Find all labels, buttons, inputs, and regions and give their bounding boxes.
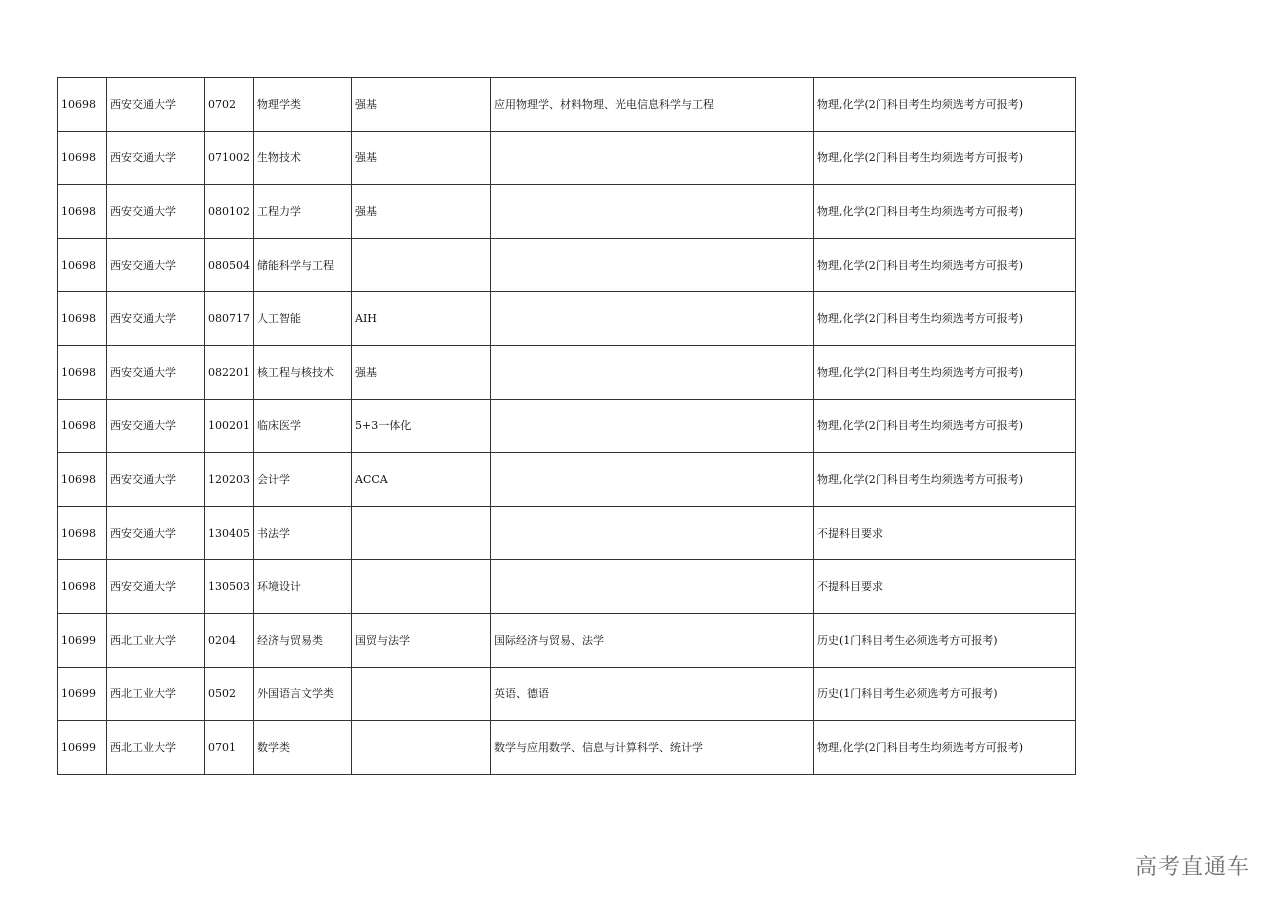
table-row: [58, 78, 1076, 132]
major-note-cell: 强基: [352, 185, 491, 239]
table-row: [58, 185, 1076, 239]
school-code-cell: 10699: [58, 667, 107, 721]
subject-requirement-cell: 物理,化学(2门科目考生均须选考方可报考): [814, 78, 1076, 132]
school-name-cell: 西安交通大学: [107, 131, 205, 185]
included-majors-cell: [491, 560, 814, 614]
school-name-cell: 西安交通大学: [107, 345, 205, 399]
subject-requirement-cell: 物理,化学(2门科目考生均须选考方可报考): [814, 131, 1076, 185]
table-row: [58, 613, 1076, 667]
school-code-cell: 10699: [58, 721, 107, 775]
major-note-cell: 强基: [352, 345, 491, 399]
included-majors-cell: 应用物理学、材料物理、光电信息科学与工程: [491, 78, 814, 132]
school-code-cell: 10698: [58, 506, 107, 560]
major-code-cell: 100201: [205, 399, 254, 453]
subject-requirement-cell: 物理,化学(2门科目考生均须选考方可报考): [814, 453, 1076, 507]
major-note-cell: 国贸与法学: [352, 613, 491, 667]
major-note-cell: ACCA: [352, 453, 491, 507]
school-code-cell: 10698: [58, 131, 107, 185]
subject-requirement-cell: 物理,化学(2门科目考生均须选考方可报考): [814, 238, 1076, 292]
major-note-cell: AIH: [352, 292, 491, 346]
subject-requirement-cell: 物理,化学(2门科目考生均须选考方可报考): [814, 721, 1076, 775]
major-code-cell: 130503: [205, 560, 254, 614]
school-name-cell: 西安交通大学: [107, 506, 205, 560]
included-majors-cell: [491, 399, 814, 453]
school-name-cell: 西安交通大学: [107, 292, 205, 346]
major-note-cell: 强基: [352, 131, 491, 185]
subject-requirement-cell: 历史(1门科目考生必须选考方可报考): [814, 613, 1076, 667]
school-code-cell: 10698: [58, 238, 107, 292]
subject-requirement-cell: 物理,化学(2门科目考生均须选考方可报考): [814, 292, 1076, 346]
included-majors-cell: [491, 453, 814, 507]
major-note-cell: 5+3一体化: [352, 399, 491, 453]
major-note-cell: [352, 238, 491, 292]
included-majors-cell: 国际经济与贸易、法学: [491, 613, 814, 667]
school-code-cell: 10698: [58, 453, 107, 507]
included-majors-cell: [491, 506, 814, 560]
table-row: [58, 506, 1076, 560]
subject-requirement-cell: 不提科目要求: [814, 560, 1076, 614]
included-majors-cell: [491, 238, 814, 292]
major-code-cell: 082201: [205, 345, 254, 399]
table-row: [58, 131, 1076, 185]
major-name-cell: 储能科学与工程: [254, 238, 352, 292]
school-code-cell: 10698: [58, 560, 107, 614]
subject-requirement-cell: 物理,化学(2门科目考生均须选考方可报考): [814, 345, 1076, 399]
school-name-cell: 西北工业大学: [107, 721, 205, 775]
school-name-cell: 西安交通大学: [107, 453, 205, 507]
major-code-cell: 080102: [205, 185, 254, 239]
watermark-text: 高考直通车: [1134, 855, 1250, 880]
major-code-cell: 071002: [205, 131, 254, 185]
subject-requirement-table: [57, 77, 1076, 775]
school-code-cell: 10698: [58, 78, 107, 132]
major-name-cell: 书法学: [254, 506, 352, 560]
school-name-cell: 西安交通大学: [107, 78, 205, 132]
major-note-cell: 强基: [352, 78, 491, 132]
table-row: [58, 453, 1076, 507]
included-majors-cell: 数学与应用数学、信息与计算科学、统计学: [491, 721, 814, 775]
major-name-cell: 经济与贸易类: [254, 613, 352, 667]
major-code-cell: 120203: [205, 453, 254, 507]
major-name-cell: 核工程与核技术: [254, 345, 352, 399]
table-row: [58, 667, 1076, 721]
major-name-cell: 外国语言文学类: [254, 667, 352, 721]
subject-requirement-cell: 历史(1门科目考生必须选考方可报考): [814, 667, 1076, 721]
major-name-cell: 生物技术: [254, 131, 352, 185]
school-code-cell: 10698: [58, 185, 107, 239]
table-row: [58, 560, 1076, 614]
school-name-cell: 西安交通大学: [107, 560, 205, 614]
major-code-cell: 130405: [205, 506, 254, 560]
school-code-cell: 10699: [58, 613, 107, 667]
table-row: [58, 345, 1076, 399]
table-row: [58, 292, 1076, 346]
included-majors-cell: [491, 131, 814, 185]
major-name-cell: 会计学: [254, 453, 352, 507]
major-code-cell: 0701: [205, 721, 254, 775]
major-note-cell: [352, 506, 491, 560]
major-name-cell: 环境设计: [254, 560, 352, 614]
subject-requirement-cell: 物理,化学(2门科目考生均须选考方可报考): [814, 399, 1076, 453]
subject-requirement-cell: 不提科目要求: [814, 506, 1076, 560]
included-majors-cell: [491, 185, 814, 239]
major-note-cell: [352, 721, 491, 775]
included-majors-cell: [491, 292, 814, 346]
major-note-cell: [352, 667, 491, 721]
major-name-cell: 人工智能: [254, 292, 352, 346]
school-code-cell: 10698: [58, 399, 107, 453]
major-code-cell: 080504: [205, 238, 254, 292]
major-code-cell: 0204: [205, 613, 254, 667]
school-name-cell: 西安交通大学: [107, 399, 205, 453]
table-row: [58, 238, 1076, 292]
school-code-cell: 10698: [58, 292, 107, 346]
major-code-cell: 0502: [205, 667, 254, 721]
major-name-cell: 工程力学: [254, 185, 352, 239]
school-name-cell: 西北工业大学: [107, 667, 205, 721]
major-name-cell: 物理学类: [254, 78, 352, 132]
subject-requirement-cell: 物理,化学(2门科目考生均须选考方可报考): [814, 185, 1076, 239]
school-code-cell: 10698: [58, 345, 107, 399]
table-row: [58, 399, 1076, 453]
included-majors-cell: 英语、德语: [491, 667, 814, 721]
major-code-cell: 080717: [205, 292, 254, 346]
major-name-cell: 临床医学: [254, 399, 352, 453]
major-code-cell: 0702: [205, 78, 254, 132]
major-name-cell: 数学类: [254, 721, 352, 775]
major-note-cell: [352, 560, 491, 614]
table-body: [58, 78, 1076, 775]
school-name-cell: 西北工业大学: [107, 613, 205, 667]
included-majors-cell: [491, 345, 814, 399]
table-row: [58, 721, 1076, 775]
school-name-cell: 西安交通大学: [107, 238, 205, 292]
school-name-cell: 西安交通大学: [107, 185, 205, 239]
